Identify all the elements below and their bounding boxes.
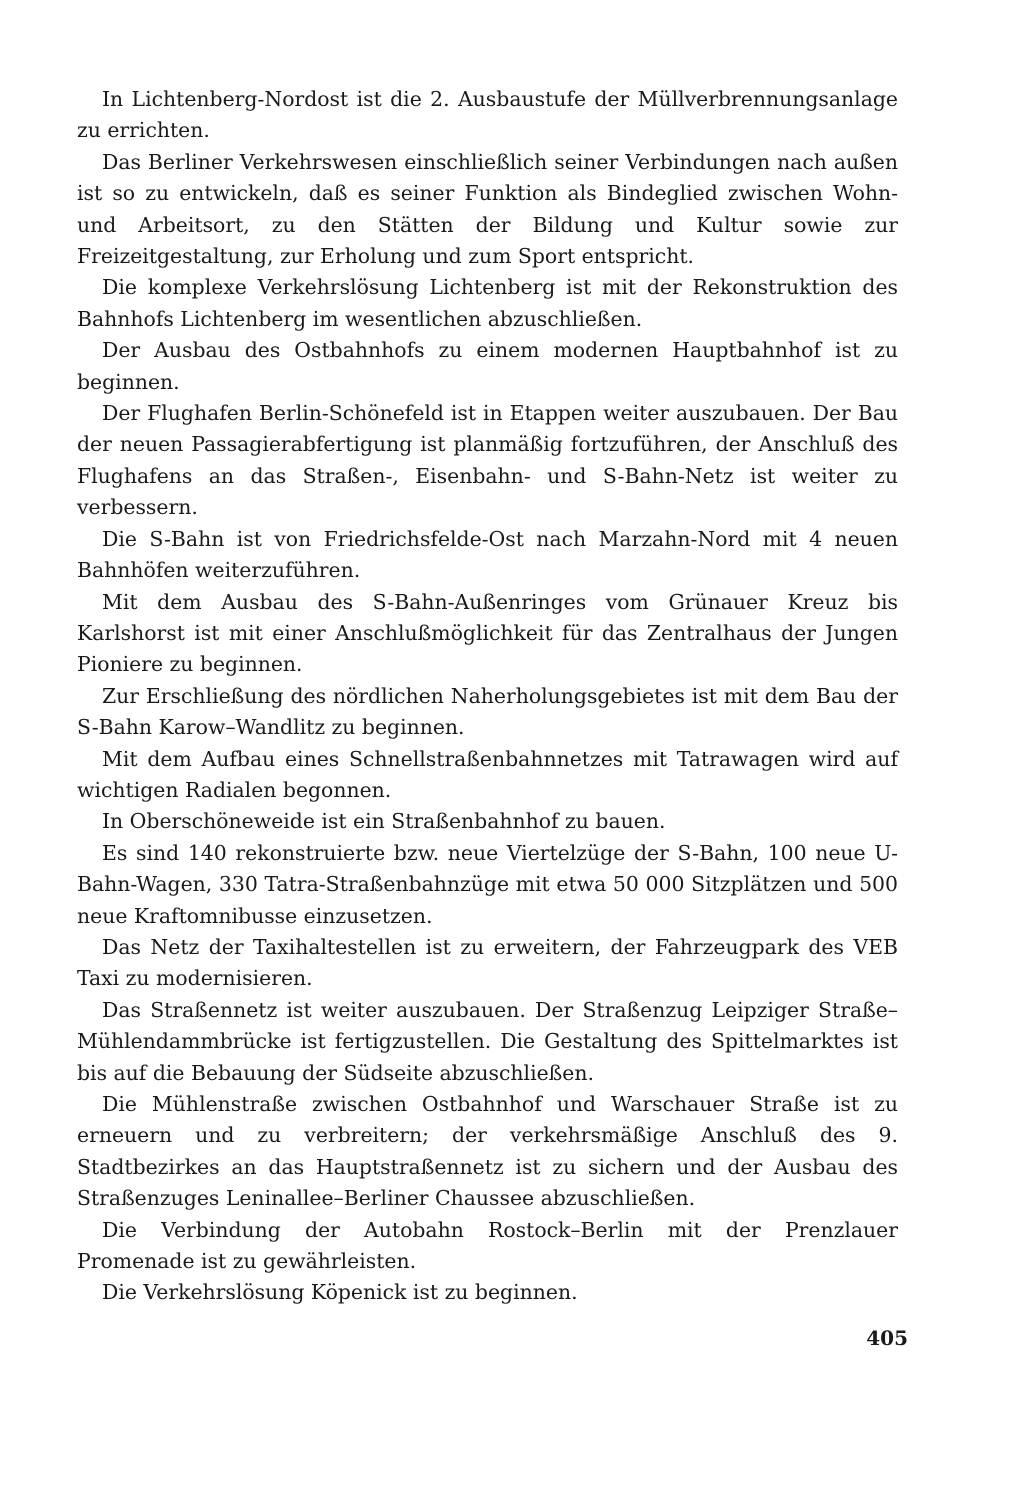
paragraph-11: Es sind 140 rekonstruierte bzw. neue Viertelzüge der S-Bahn, 100 neue U-Bahn-Wagen, 330 Tatra-Straßenbahnzüge mit etwa 50 000 Sitzplätzen und 500 neue Kraftomnibusse einzusetzen.	[77, 840, 898, 928]
paragraph-14: Die Mühlenstraße zwischen Ostbahnhof und Warschauer Straße ist zu erneuern und zu verbreitern; der verkehrsmäßige Anschluß des 9. Stadtbezirkes an das Hauptstraßennetz ist zu sichern und der Ausbau des Straßenzuges Leninallee–Berliner Chaussee abzuschließen.	[77, 1092, 898, 1211]
paragraph-12: Das Netz der Taxihaltestellen ist zu erweitern, der Fahrzeugpark des VEB Taxi zu modernisieren.	[77, 934, 898, 991]
paragraph-8: Zur Erschließung des nördlichen Naherholungsgebietes ist mit dem Bau der S-Bahn Karow–Wandlitz zu beginnen.	[77, 683, 898, 740]
paragraph-15: Die Verbindung der Autobahn Rostock–Berlin mit der Prenzlauer Promenade ist zu gewährleisten.	[77, 1217, 898, 1274]
paragraph-16: Die Verkehrslösung Köpenick ist zu beginnen.	[102, 1280, 578, 1305]
paragraph-4: Der Ausbau des Ostbahnhofs zu einem modernen Hauptbahnhof ist zu beginnen.	[77, 338, 898, 394]
paragraph-1: In Lichtenberg-Nordost ist die 2. Ausbaustufe der Müllverbrennungsanlage zu errichten.	[77, 87, 898, 143]
paragraph-13: Das Straßennetz ist weiter auszubauen. Der Straßenzug Leipziger Straße–Mühlendammbrücke ist fertigzustellen. Die Gestaltung des Spittelmarktes ist bis auf die Bebauung der Südseite abzuschließen.	[77, 997, 898, 1085]
paragraph-10: In Oberschöneweide ist ein Straßenbahnhof zu bauen.	[102, 809, 666, 834]
paragraph-5: Der Flughafen Berlin-Schönefeld ist in Etappen weiter auszubauen. Der Bau der neuen Passagierabfertigung ist planmäßig fortzuführen, der Anschluß des Flughafens an das Straßen-, Eisenbahn- und S-Bahn-Netz ist weiter zu verbessern.	[77, 401, 898, 520]
paragraph-2: Das Berliner Verkehrswesen einschließlich seiner Verbindungen nach außen ist so zu entwickeln, daß es seiner Funktion als Bindeglied zwischen Wohn- und Arbeitsort, zu den Stätten der Bildung und Kultur sowie zur Freizeitgestaltung, zur Erholung und zum Sport entspricht.	[77, 149, 898, 269]
paragraph-6: Die S-Bahn ist von Friedrichsfelde-Ost nach Marzahn-Nord mit 4 neuen Bahnhöfen weiterzuführen.	[77, 526, 898, 583]
body-text	[77, 84, 898, 1309]
page-number: 405	[866, 1326, 908, 1350]
paragraph-7: Mit dem Ausbau des S-Bahn-Außenringes vom Grünauer Kreuz bis Karlshorst ist mit einer Anschlußmöglichkeit für das Zentralhaus der Jungen Pioniere zu beginnen.	[77, 589, 898, 677]
paragraph-3: Die komplexe Verkehrslösung Lichtenberg ist mit der Rekonstruktion des Bahnhofs Lichtenberg im wesentlichen abzuschließen.	[77, 275, 898, 331]
paragraph-9: Mit dem Aufbau eines Schnellstraßenbahnnetzes mit Tatrawagen wird auf wichtigen Radialen begonnen.	[77, 746, 898, 802]
